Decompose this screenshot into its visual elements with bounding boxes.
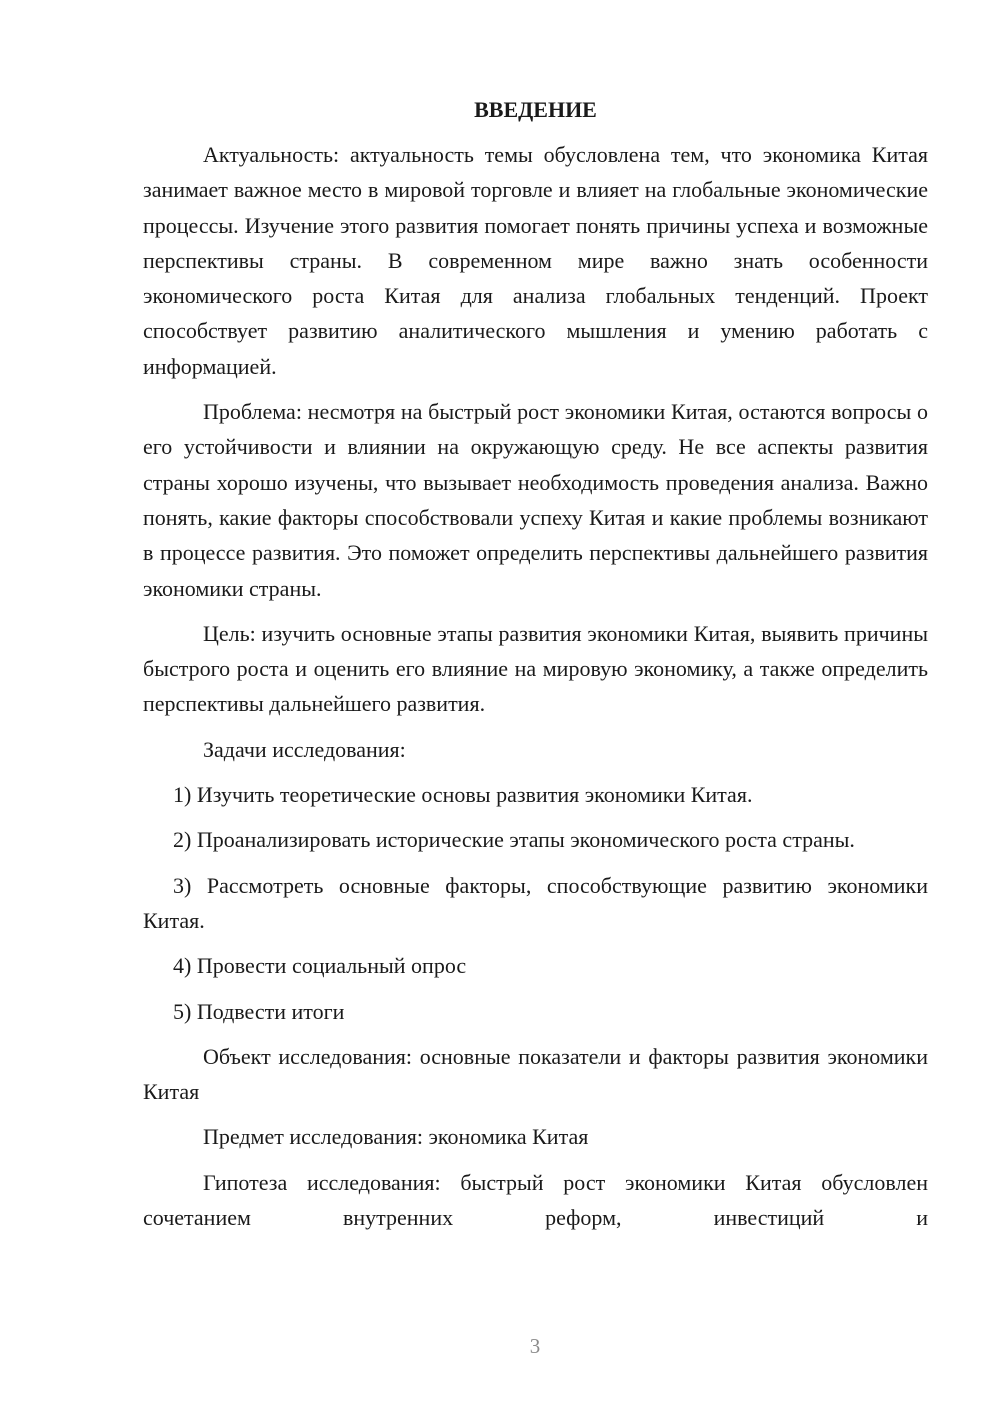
paragraph-goal: Цель: изучить основные этапы развития экономики Китая, выявить причины быстрого роста и оценить его влияние на мировую экономику, а также определить перспективы дальнейшего развития. (143, 620, 928, 717)
task-item-1: 1) Изучить теоретические основы развития экономики Китая. (173, 782, 753, 808)
page-title: ВВЕДЕНИЕ (474, 97, 597, 122)
paragraph-hypothesis: Гипотеза исследования: быстрый рост экономики Китая обусловлен сочетанием внутренних реформ, инвестиций и (143, 1169, 928, 1231)
tasks-heading: Задачи исследования: (203, 736, 406, 762)
paragraph-problem: Проблема: несмотря на быстрый рост экономики Китая, остаются вопросы о его устойчивости и влиянии на окружающую среду. Не все аспекты развития страны хорошо изучены, что вызывает необходимость проведения анализа. Важно понять, какие факторы способствовали успеху Китая и какие проблемы возникают в процессе развития. Это поможет определить перспективы дальнейшего развития экономики страны. (143, 399, 928, 601)
task-item-3: 3) Рассмотреть основные факторы, способствующие развитию экономики Китая. (143, 872, 928, 933)
page-number: 3 (529, 1334, 541, 1358)
paragraph-object: Объект исследования: основные показатели и факторы развития экономики Китая (143, 1043, 928, 1105)
paragraph-relevance: Актуальность: актуальность темы обусловлена тем, что экономика Китая занимает важное место в мировой торговле и влияет на глобальные экономические процессы. Изучение этого развития помогает понять причины успеха и возможные перспективы страны. В современном мире важно знать особенности экономического роста Китая для анализа глобальных тенденций. Проект способствует развитию аналитического мышления и умению работать с информацией. (143, 142, 928, 379)
page-content (143, 92, 928, 1245)
task-item-4: 4) Провести социальный опрос (173, 953, 467, 979)
task-item-5: 5) Подвести итоги (173, 998, 345, 1024)
paragraph-subject: Предмет исследования: экономика Китая (203, 1124, 589, 1150)
task-item-2: 2) Проанализировать исторические этапы экономического роста страны. (173, 827, 855, 853)
